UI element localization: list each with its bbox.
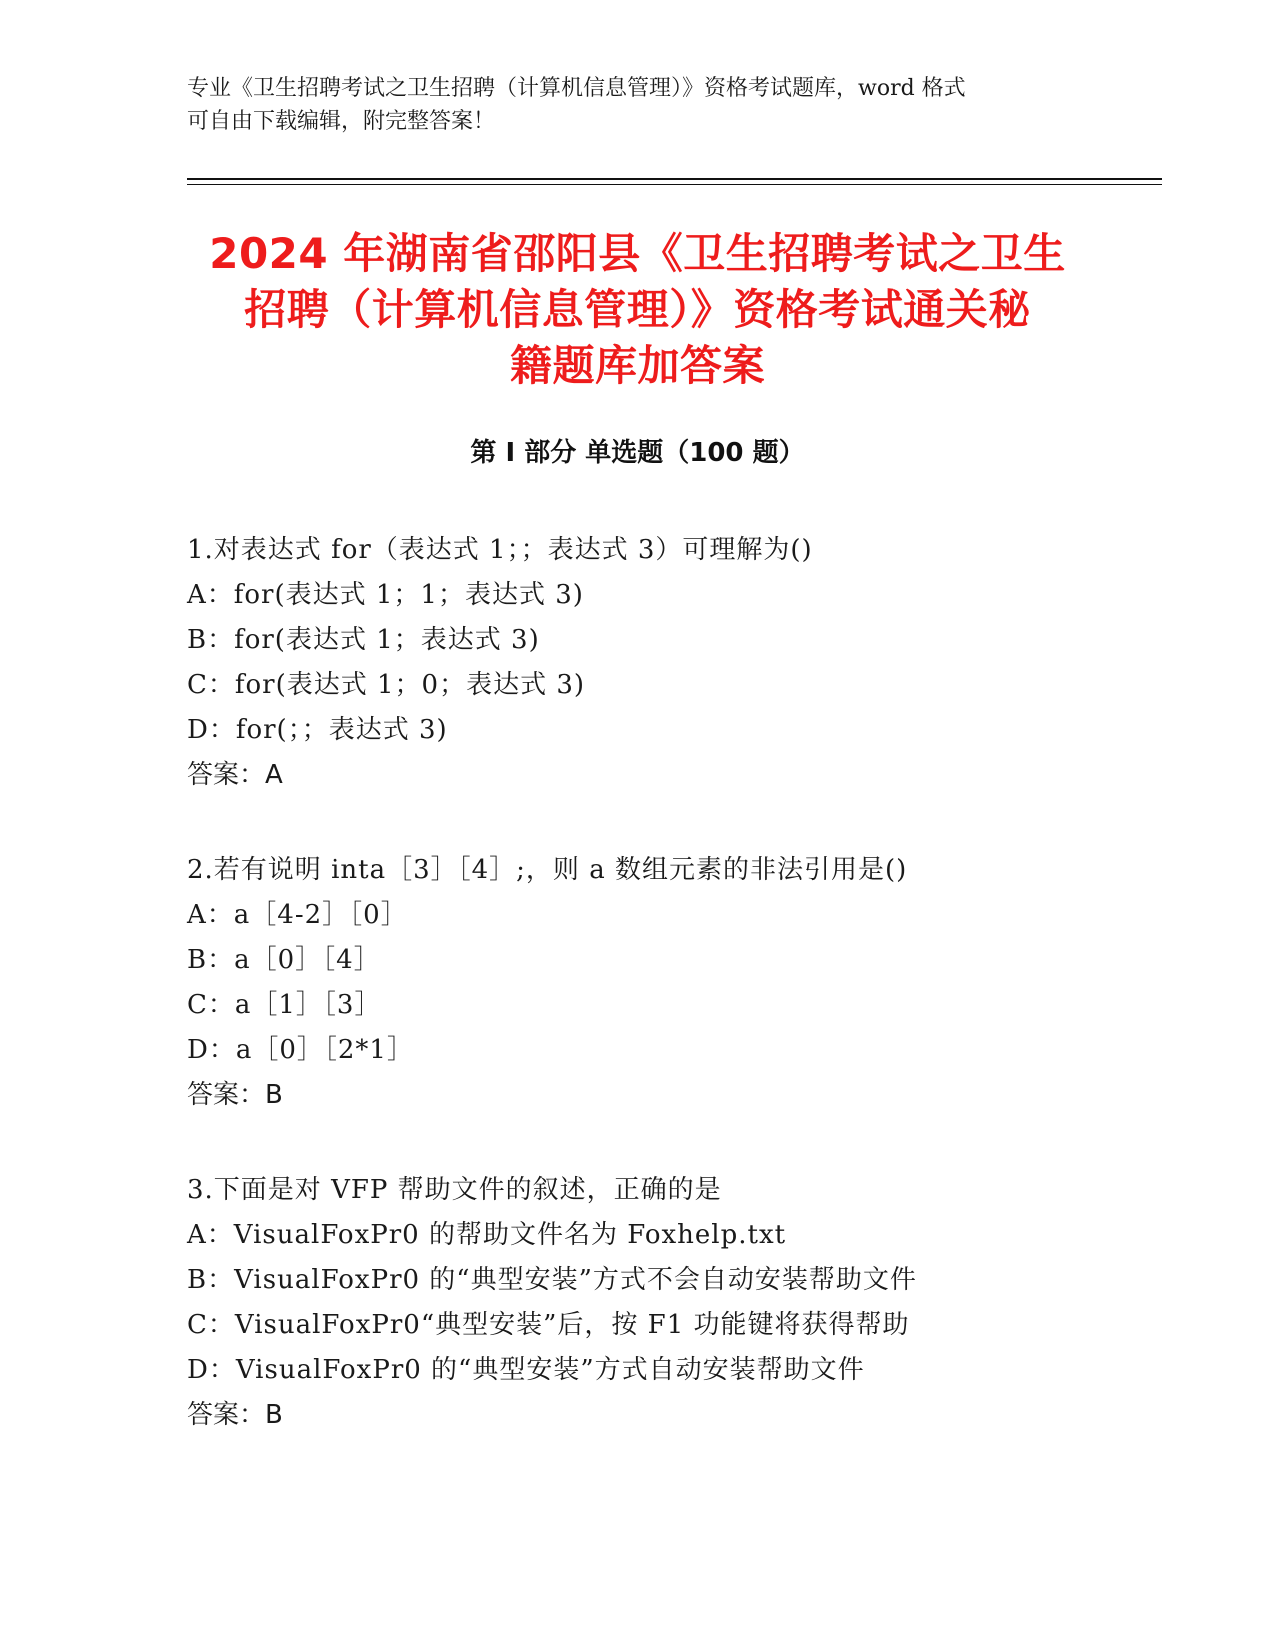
question-option-a: A：VisualFoxPr0 的帮助文件名为 Foxhelp.txt	[187, 1220, 787, 1250]
question-stem: 3.下面是对 VFP 帮助文件的叙述，正确的是	[187, 1175, 722, 1205]
question-stem: 2.若有说明 inta［3］［4］;，则 a 数组元素的非法引用是()	[187, 855, 908, 885]
question-answer: 答案：B	[187, 1080, 283, 1110]
header-divider-thick	[187, 178, 1162, 180]
question-option-b: B：VisualFoxPr0 的“典型安装”方式不会自动安装帮助文件	[187, 1265, 917, 1295]
document-title-line-3: 籍题库加答案	[509, 341, 765, 390]
section-heading: 第 I 部分 单选题（100 题）	[470, 438, 805, 468]
header-note-line-2: 可自由下载编辑，附完整答案！	[187, 109, 496, 134]
question-item	[187, 1168, 1147, 1438]
question-option-a: A：for(表达式 1；1；表达式 3)	[187, 580, 584, 610]
header-note-line-1: 专业《卫生招聘考试之卫生招聘（计算机信息管理）》资格考试题库，word 格式	[187, 76, 966, 101]
question-option-d: D：a［0］［2*1］	[187, 1035, 414, 1065]
question-option-d: D：for(；；表达式 3)	[187, 715, 448, 745]
question-item	[187, 528, 1147, 798]
question-option-a: A：a［4-2］［0］	[187, 900, 408, 930]
question-answer: 答案：B	[187, 1400, 283, 1430]
question-option-c: C：a［1］［3］	[187, 990, 382, 1020]
header-note	[187, 72, 1087, 138]
question-option-c: C：for(表达式 1；0；表达式 3)	[187, 670, 586, 700]
question-answer: 答案：A	[187, 760, 283, 790]
question-option-d: D：VisualFoxPr0 的“典型安装”方式自动安装帮助文件	[187, 1355, 865, 1385]
document-title	[150, 226, 1125, 394]
question-item	[187, 848, 1147, 1118]
header-divider-thin	[187, 184, 1162, 185]
question-option-b: B：a［0］［4］	[187, 945, 381, 975]
question-option-b: B：for(表达式 1；表达式 3)	[187, 625, 540, 655]
document-title-line-1: 2024 年湖南省邵阳县《卫生招聘考试之卫生	[209, 229, 1066, 278]
question-option-c: C：VisualFoxPr0“典型安装”后，按 F1 功能键将获得帮助	[187, 1310, 910, 1340]
question-stem: 1.对表达式 for（表达式 1；；表达式 3）可理解为()	[187, 535, 813, 565]
document-title-line-2: 招聘（计算机信息管理）》资格考试通关秘	[244, 285, 1031, 334]
